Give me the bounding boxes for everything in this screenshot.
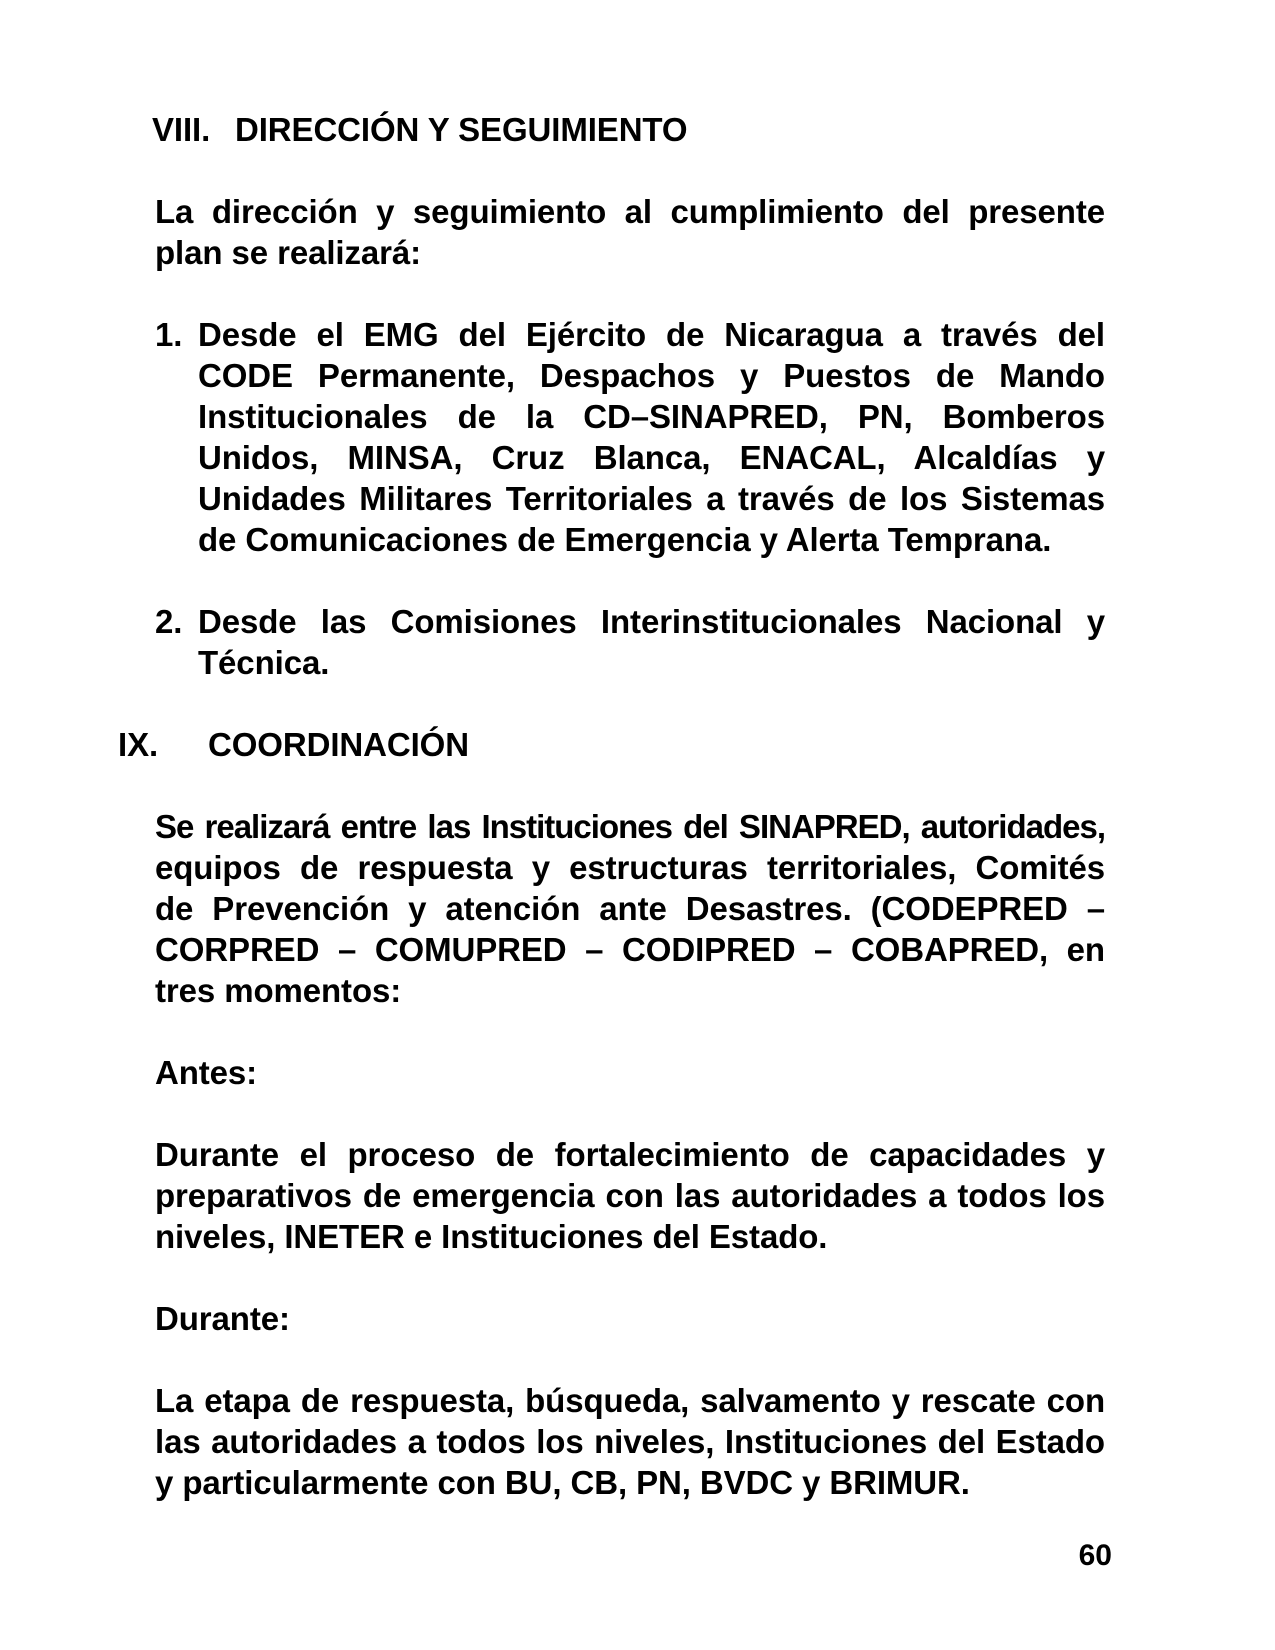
text-line: Unidades Militares Territoriales a través de los Sistemas [198,480,1105,517]
text-line: y particularmente con BU, CB, PN, BVDC y BRIMUR. [155,1464,970,1501]
text-line: Unidos, MINSA, Cruz Blanca, ENACAL, Alcaldías y [198,439,1105,476]
text-line: CODE Permanente, Despachos y Puestos de Mando [198,357,1105,394]
heading-title: DIRECCIÓN Y SEGUIMIENTO [235,111,688,148]
text-line: las autoridades a todos los niveles, Instituciones del Estado [155,1423,1105,1460]
item-number: 1. [155,316,183,353]
text-line: de Prevención y atención ante Desastres. (CODEPRED – [155,890,1105,927]
text-line: preparativos de emergencia con las autoridades a todos los [155,1177,1105,1214]
text-line: niveles, INETER e Instituciones del Estado. [155,1218,828,1255]
antes-paragraph [155,1134,1105,1257]
text-line: Institucionales de la CD–SINAPRED, PN, Bomberos [198,398,1105,435]
text-line: plan se realizará: [155,234,422,271]
antes-label: Antes: [155,1054,258,1091]
heading-number: VIII. [152,111,211,148]
durante-paragraph [155,1380,1105,1503]
coordinacion-paragraph [155,806,1105,1011]
durante-label: Durante: [155,1300,290,1337]
section-heading-ix [118,724,1105,765]
text-line: Durante el proceso de fortalecimiento de capacidades y [155,1136,1105,1173]
text-line: La etapa de respuesta, búsqueda, salvamento y rescate con [155,1382,1105,1419]
text-line: de Comunicaciones de Emergencia y Alerta Temprana. [198,521,1052,558]
heading-title: COORDINACIÓN [208,726,469,763]
text-block [118,109,1105,1503]
text-line: Desde el EMG del Ejército de Nicaragua a través del [198,316,1105,353]
text-line: CORPRED – COMUPRED – CODIPRED – COBAPRED, en [155,931,1105,968]
item-number: 2. [155,603,183,640]
numbered-item-2 [155,601,1105,683]
text-line: La dirección y seguimiento al cumplimiento del presente [155,193,1105,230]
page-number: 60 [1078,1539,1112,1572]
intro-paragraph [155,191,1105,273]
text-line: tres momentos: [155,972,402,1009]
text-line: Se realizará entre las Instituciones del SINAPRED, autoridades, [155,808,1105,845]
numbered-item-1 [155,314,1105,560]
heading-number: IX. [118,726,159,763]
section-heading-viii [152,109,1105,150]
text-line: Técnica. [198,644,330,681]
text-line: Desde las Comisiones Interinstitucionales Nacional y [198,603,1105,640]
text-line: equipos de respuesta y estructuras territoriales, Comités [155,849,1105,886]
